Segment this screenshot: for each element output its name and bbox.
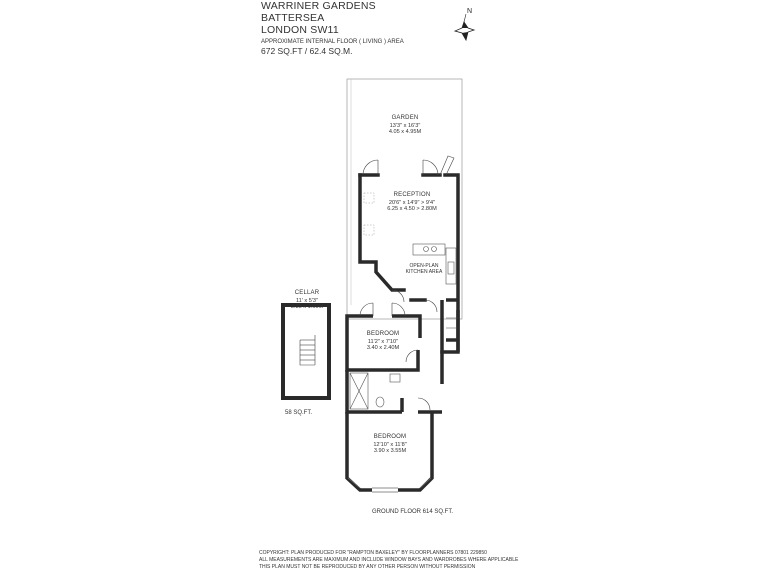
bedroom1-metric: 3.40 x 2.40M <box>366 345 400 352</box>
bathroom-walls <box>347 370 442 412</box>
cellar-imperial: 11' x 5'3" <box>295 297 319 304</box>
cellar-name: CELLAR <box>294 290 320 296</box>
reception-metric: 6.25 x 4.50 > 2.80M <box>387 206 437 213</box>
address-line-3: LONDON SW11 <box>261 23 339 36</box>
garden-name: GARDEN <box>391 115 419 121</box>
bedroom2-metric: 3.90 x 3.55M <box>373 448 407 455</box>
copyright-line-1: COPYRIGHT: PLAN PRODUCED FOR "RAMPTON BAXELEY" BY FLOORPLANNERS 07801 229850 <box>259 550 487 556</box>
cellar-metric: 3.35 x 1.60M <box>290 304 324 311</box>
garden-imperial: 13'3" x 16'3" <box>389 122 421 129</box>
compass-north-label: N <box>467 8 473 15</box>
cellar-outline <box>283 305 329 398</box>
area-total: 672 SQ.FT / 62.4 SQ.M. <box>261 45 353 56</box>
reception-imperial: 20'6" x 14'9" > 9'4" <box>388 199 436 206</box>
kitchen-line2: KITCHEN AREA <box>405 269 443 276</box>
address-line-1: WARRINER GARDENS <box>261 0 376 12</box>
bedroom2-imperial: 12'10" x 11'8" <box>373 441 407 448</box>
bedroom1-imperial: 11'2" x 7'10" <box>367 338 399 345</box>
cellar-area: 58 SQ.FT. <box>285 410 313 416</box>
bedroom1-label <box>357 331 409 352</box>
garden-label <box>377 115 433 136</box>
area-note: APPROXIMATE INTERNAL FLOOR ( LIVING ) AREA <box>261 39 404 46</box>
copyright-block <box>259 550 518 570</box>
cellar-label <box>282 290 332 311</box>
address-line-2: BATTERSEA <box>261 11 325 24</box>
floor-label: GROUND FLOOR 614 SQ.FT. <box>372 509 454 515</box>
bedroom2-label <box>364 434 416 455</box>
bedroom1-name: BEDROOM <box>366 331 400 337</box>
garden-metric: 4.05 x 4.95M <box>388 129 422 136</box>
reception-name: RECEPTION <box>393 192 431 198</box>
kitchen-label <box>402 263 446 276</box>
copyright-line-2: ALL MEASUREMENTS ARE MAXIMUM AND INCLUDE WINDOW BAYS AND WARDROBES WHERE APPLICABLE <box>259 556 519 563</box>
copyright-line-3: THIS PLAN MUST NOT BE REPRODUCED BY ANY OTHER PERSON WITHOUT PERMISSION <box>259 563 476 570</box>
compass-icon <box>455 8 474 40</box>
bathroom-fittings <box>350 373 400 409</box>
bedroom2-name: BEDROOM <box>373 434 407 440</box>
reception-label <box>377 192 447 213</box>
hall-walls <box>442 300 458 384</box>
kitchen-line1: OPEN-PLAN <box>409 263 439 269</box>
